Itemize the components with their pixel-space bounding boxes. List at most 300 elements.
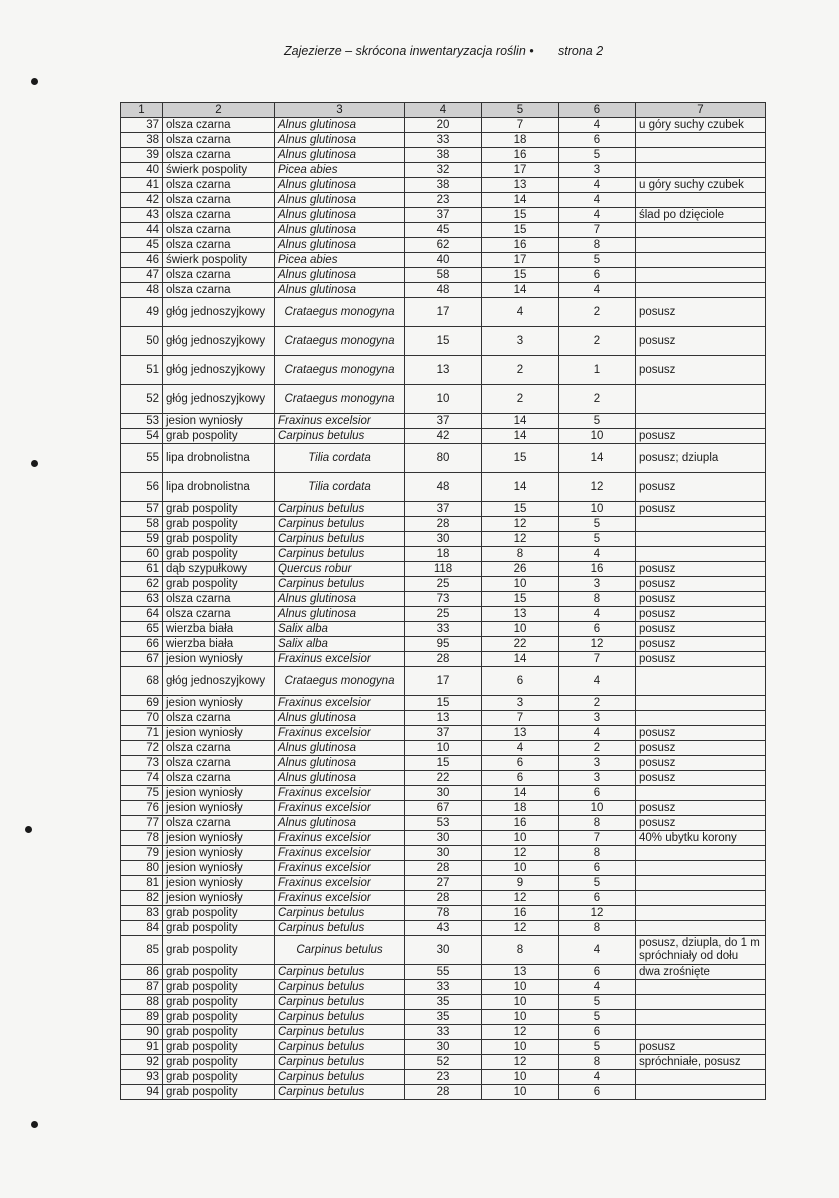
note: posusz <box>636 356 766 385</box>
crown-value: 4 <box>559 118 636 133</box>
height-value: 12 <box>482 891 559 906</box>
circumference-value: 95 <box>405 637 482 652</box>
height-value: 17 <box>482 253 559 268</box>
circumference-value: 55 <box>405 965 482 980</box>
species-name: olsza czarna <box>163 208 275 223</box>
table-row <box>121 193 766 208</box>
height-value: 10 <box>482 577 559 592</box>
species-name: wierzba biała <box>163 637 275 652</box>
height-value: 8 <box>482 936 559 965</box>
circumference-value: 28 <box>405 891 482 906</box>
circumference-value: 118 <box>405 562 482 577</box>
tree-number: 66 <box>121 637 163 652</box>
crown-value: 4 <box>559 178 636 193</box>
table-row <box>121 980 766 995</box>
note: posusz <box>636 741 766 756</box>
table-row <box>121 208 766 223</box>
species-name: głóg jednoszyjkowy <box>163 327 275 356</box>
species-name: grab pospolity <box>163 906 275 921</box>
latin-name: Carpinus betulus <box>275 1040 405 1055</box>
species-name: świerk pospolity <box>163 163 275 178</box>
table-row <box>121 1070 766 1085</box>
crown-value: 7 <box>559 223 636 238</box>
height-value: 10 <box>482 980 559 995</box>
circumference-value: 15 <box>405 327 482 356</box>
height-value: 22 <box>482 637 559 652</box>
species-name: głóg jednoszyjkowy <box>163 298 275 327</box>
tree-number: 53 <box>121 414 163 429</box>
species-name: lipa drobnolistna <box>163 473 275 502</box>
circumference-value: 53 <box>405 816 482 831</box>
species-name: olsza czarna <box>163 268 275 283</box>
circumference-value: 18 <box>405 547 482 562</box>
table-row <box>121 592 766 607</box>
species-name: grab pospolity <box>163 936 275 965</box>
circumference-value: 37 <box>405 414 482 429</box>
table-row <box>121 921 766 936</box>
height-value: 13 <box>482 726 559 741</box>
column-header: 2 <box>163 103 275 118</box>
height-value: 15 <box>482 208 559 223</box>
column-header: 3 <box>275 103 405 118</box>
latin-name: Carpinus betulus <box>275 577 405 592</box>
tree-number: 42 <box>121 193 163 208</box>
tree-number: 85 <box>121 936 163 965</box>
note <box>636 786 766 801</box>
latin-name: Alnus glutinosa <box>275 756 405 771</box>
height-value: 16 <box>482 816 559 831</box>
tree-number: 61 <box>121 562 163 577</box>
table-row <box>121 876 766 891</box>
crown-value: 3 <box>559 771 636 786</box>
crown-value: 5 <box>559 253 636 268</box>
circumference-value: 17 <box>405 298 482 327</box>
height-value: 6 <box>482 667 559 696</box>
note <box>636 921 766 936</box>
note <box>636 1010 766 1025</box>
height-value: 10 <box>482 1085 559 1100</box>
species-name: olsza czarna <box>163 223 275 238</box>
tree-number: 59 <box>121 532 163 547</box>
crown-value: 4 <box>559 667 636 696</box>
table-row <box>121 1025 766 1040</box>
species-name: jesion wyniosły <box>163 891 275 906</box>
species-name: olsza czarna <box>163 592 275 607</box>
species-name: olsza czarna <box>163 238 275 253</box>
tree-number: 70 <box>121 711 163 726</box>
latin-name: Alnus glutinosa <box>275 741 405 756</box>
circumference-value: 30 <box>405 532 482 547</box>
tree-number: 77 <box>121 816 163 831</box>
species-name: jesion wyniosły <box>163 696 275 711</box>
crown-value: 5 <box>559 1010 636 1025</box>
height-value: 13 <box>482 178 559 193</box>
note <box>636 1085 766 1100</box>
tree-number: 90 <box>121 1025 163 1040</box>
latin-name: Carpinus betulus <box>275 1070 405 1085</box>
circumference-value: 25 <box>405 607 482 622</box>
latin-name: Alnus glutinosa <box>275 178 405 193</box>
tree-number: 75 <box>121 786 163 801</box>
note: posusz <box>636 801 766 816</box>
table-row <box>121 891 766 906</box>
note <box>636 876 766 891</box>
crown-value: 3 <box>559 163 636 178</box>
tree-number: 43 <box>121 208 163 223</box>
species-name: olsza czarna <box>163 607 275 622</box>
circumference-value: 28 <box>405 1085 482 1100</box>
height-value: 12 <box>482 517 559 532</box>
note <box>636 148 766 163</box>
tree-number: 87 <box>121 980 163 995</box>
species-name: jesion wyniosły <box>163 831 275 846</box>
table-row <box>121 532 766 547</box>
crown-value: 5 <box>559 1040 636 1055</box>
crown-value: 10 <box>559 429 636 444</box>
species-name: olsza czarna <box>163 711 275 726</box>
latin-name: Salix alba <box>275 637 405 652</box>
species-name: olsza czarna <box>163 193 275 208</box>
latin-name: Salix alba <box>275 622 405 637</box>
table-row <box>121 298 766 327</box>
note <box>636 517 766 532</box>
tree-number: 80 <box>121 861 163 876</box>
tree-number: 57 <box>121 502 163 517</box>
note: posusz <box>636 771 766 786</box>
latin-name: Carpinus betulus <box>275 921 405 936</box>
table-row <box>121 133 766 148</box>
note <box>636 385 766 414</box>
tree-number: 92 <box>121 1055 163 1070</box>
height-value: 12 <box>482 532 559 547</box>
latin-name: Carpinus betulus <box>275 429 405 444</box>
crown-value: 2 <box>559 696 636 711</box>
inventory-table <box>120 102 766 1100</box>
crown-value: 6 <box>559 1085 636 1100</box>
crown-value: 6 <box>559 268 636 283</box>
species-name: grab pospolity <box>163 429 275 444</box>
latin-name: Picea abies <box>275 163 405 178</box>
table-row <box>121 502 766 517</box>
height-value: 6 <box>482 756 559 771</box>
species-name: grab pospolity <box>163 547 275 562</box>
tree-number: 48 <box>121 283 163 298</box>
table-row <box>121 846 766 861</box>
height-value: 7 <box>482 118 559 133</box>
species-name: jesion wyniosły <box>163 652 275 667</box>
tree-number: 65 <box>121 622 163 637</box>
latin-name: Alnus glutinosa <box>275 816 405 831</box>
latin-name: Crataegus monogyna <box>275 356 405 385</box>
latin-name: Fraxinus excelsior <box>275 891 405 906</box>
table-row <box>121 414 766 429</box>
height-value: 16 <box>482 148 559 163</box>
tree-number: 73 <box>121 756 163 771</box>
tree-number: 94 <box>121 1085 163 1100</box>
crown-value: 4 <box>559 208 636 223</box>
crown-value: 6 <box>559 965 636 980</box>
height-value: 16 <box>482 906 559 921</box>
species-name: olsza czarna <box>163 133 275 148</box>
height-value: 15 <box>482 502 559 517</box>
table-row <box>121 238 766 253</box>
circumference-value: 48 <box>405 473 482 502</box>
crown-value: 4 <box>559 193 636 208</box>
crown-value: 4 <box>559 547 636 562</box>
table-row <box>121 831 766 846</box>
note: posusz <box>636 607 766 622</box>
latin-name: Carpinus betulus <box>275 995 405 1010</box>
latin-name: Tilia cordata <box>275 473 405 502</box>
latin-name: Crataegus monogyna <box>275 667 405 696</box>
latin-name: Carpinus betulus <box>275 1085 405 1100</box>
circumference-value: 52 <box>405 1055 482 1070</box>
latin-name: Fraxinus excelsior <box>275 861 405 876</box>
note: posusz <box>636 816 766 831</box>
circumference-value: 28 <box>405 517 482 532</box>
height-value: 4 <box>482 741 559 756</box>
table-row <box>121 444 766 473</box>
circumference-value: 13 <box>405 711 482 726</box>
latin-name: Alnus glutinosa <box>275 592 405 607</box>
crown-value: 8 <box>559 846 636 861</box>
species-name: grab pospolity <box>163 1010 275 1025</box>
note <box>636 1070 766 1085</box>
height-value: 18 <box>482 801 559 816</box>
circumference-value: 23 <box>405 1070 482 1085</box>
circumference-value: 33 <box>405 133 482 148</box>
table-row <box>121 547 766 562</box>
height-value: 14 <box>482 429 559 444</box>
crown-value: 4 <box>559 980 636 995</box>
crown-value: 6 <box>559 133 636 148</box>
species-name: jesion wyniosły <box>163 801 275 816</box>
crown-value: 8 <box>559 592 636 607</box>
table-row <box>121 356 766 385</box>
crown-value: 10 <box>559 801 636 816</box>
page-number: strona 2 <box>558 44 604 58</box>
circumference-value: 30 <box>405 1040 482 1055</box>
note: posusz; dziupla <box>636 444 766 473</box>
tree-number: 89 <box>121 1010 163 1025</box>
circumference-value: 20 <box>405 118 482 133</box>
table-row <box>121 995 766 1010</box>
species-name: grab pospolity <box>163 995 275 1010</box>
crown-value: 5 <box>559 414 636 429</box>
height-value: 15 <box>482 223 559 238</box>
note <box>636 268 766 283</box>
species-name: grab pospolity <box>163 980 275 995</box>
height-value: 26 <box>482 562 559 577</box>
latin-name: Carpinus betulus <box>275 980 405 995</box>
tree-number: 60 <box>121 547 163 562</box>
table-row <box>121 429 766 444</box>
species-name: olsza czarna <box>163 118 275 133</box>
species-name: jesion wyniosły <box>163 876 275 891</box>
note: posusz <box>636 652 766 667</box>
tree-number: 83 <box>121 906 163 921</box>
height-value: 14 <box>482 193 559 208</box>
height-value: 12 <box>482 846 559 861</box>
tree-number: 79 <box>121 846 163 861</box>
crown-value: 6 <box>559 786 636 801</box>
species-name: głóg jednoszyjkowy <box>163 356 275 385</box>
crown-value: 14 <box>559 444 636 473</box>
species-name: olsza czarna <box>163 816 275 831</box>
table-row <box>121 163 766 178</box>
latin-name: Crataegus monogyna <box>275 298 405 327</box>
crown-value: 7 <box>559 831 636 846</box>
latin-name: Fraxinus excelsior <box>275 786 405 801</box>
latin-name: Carpinus betulus <box>275 906 405 921</box>
circumference-value: 45 <box>405 223 482 238</box>
height-value: 14 <box>482 652 559 667</box>
latin-name: Carpinus betulus <box>275 1055 405 1070</box>
crown-value: 16 <box>559 562 636 577</box>
tree-number: 74 <box>121 771 163 786</box>
note: posusz <box>636 577 766 592</box>
species-name: świerk pospolity <box>163 253 275 268</box>
height-value: 10 <box>482 861 559 876</box>
tree-number: 39 <box>121 148 163 163</box>
species-name: jesion wyniosły <box>163 414 275 429</box>
note: posusz <box>636 726 766 741</box>
crown-value: 7 <box>559 652 636 667</box>
height-value: 10 <box>482 622 559 637</box>
circumference-value: 25 <box>405 577 482 592</box>
circumference-value: 27 <box>405 876 482 891</box>
species-name: grab pospolity <box>163 965 275 980</box>
crown-value: 12 <box>559 637 636 652</box>
note <box>636 995 766 1010</box>
height-value: 12 <box>482 1055 559 1070</box>
circumference-value: 73 <box>405 592 482 607</box>
crown-value: 3 <box>559 577 636 592</box>
latin-name: Alnus glutinosa <box>275 133 405 148</box>
latin-name: Fraxinus excelsior <box>275 726 405 741</box>
table-row <box>121 711 766 726</box>
height-value: 3 <box>482 327 559 356</box>
tree-number: 52 <box>121 385 163 414</box>
height-value: 18 <box>482 133 559 148</box>
circumference-value: 62 <box>405 238 482 253</box>
note <box>636 414 766 429</box>
crown-value: 6 <box>559 891 636 906</box>
note: posusz <box>636 473 766 502</box>
table-row <box>121 667 766 696</box>
note: posusz, dziupla, do 1 m spróchniały od dołu <box>636 936 766 965</box>
crown-value: 4 <box>559 1070 636 1085</box>
latin-name: Fraxinus excelsior <box>275 414 405 429</box>
height-value: 13 <box>482 965 559 980</box>
circumference-value: 78 <box>405 906 482 921</box>
species-name: lipa drobnolistna <box>163 444 275 473</box>
height-value: 8 <box>482 547 559 562</box>
note: posusz <box>636 298 766 327</box>
height-value: 10 <box>482 1070 559 1085</box>
latin-name: Fraxinus excelsior <box>275 831 405 846</box>
height-value: 6 <box>482 771 559 786</box>
crown-value: 1 <box>559 356 636 385</box>
table-row <box>121 517 766 532</box>
species-name: grab pospolity <box>163 502 275 517</box>
circumference-value: 67 <box>405 801 482 816</box>
height-value: 16 <box>482 238 559 253</box>
tree-number: 84 <box>121 921 163 936</box>
table-row <box>121 861 766 876</box>
species-name: olsza czarna <box>163 283 275 298</box>
note <box>636 253 766 268</box>
note: dwa zrośnięte <box>636 965 766 980</box>
latin-name: Carpinus betulus <box>275 532 405 547</box>
crown-value: 4 <box>559 607 636 622</box>
circumference-value: 33 <box>405 622 482 637</box>
crown-value: 5 <box>559 876 636 891</box>
circumference-value: 80 <box>405 444 482 473</box>
height-value: 2 <box>482 356 559 385</box>
table-row <box>121 283 766 298</box>
note <box>636 1025 766 1040</box>
tree-number: 37 <box>121 118 163 133</box>
tree-number: 44 <box>121 223 163 238</box>
height-value: 9 <box>482 876 559 891</box>
latin-name: Crataegus monogyna <box>275 385 405 414</box>
table-row <box>121 178 766 193</box>
latin-name: Fraxinus excelsior <box>275 696 405 711</box>
circumference-value: 33 <box>405 1025 482 1040</box>
table-row <box>121 385 766 414</box>
latin-name: Alnus glutinosa <box>275 223 405 238</box>
crown-value: 4 <box>559 283 636 298</box>
circumference-value: 40 <box>405 253 482 268</box>
latin-name: Alnus glutinosa <box>275 208 405 223</box>
table-row <box>121 223 766 238</box>
height-value: 15 <box>482 444 559 473</box>
tree-number: 54 <box>121 429 163 444</box>
crown-value: 5 <box>559 532 636 547</box>
species-name: grab pospolity <box>163 1085 275 1100</box>
latin-name: Alnus glutinosa <box>275 771 405 786</box>
tree-number: 62 <box>121 577 163 592</box>
latin-name: Fraxinus excelsior <box>275 801 405 816</box>
crown-value: 6 <box>559 622 636 637</box>
table-row <box>121 816 766 831</box>
crown-value: 10 <box>559 502 636 517</box>
latin-name: Fraxinus excelsior <box>275 876 405 891</box>
crown-value: 3 <box>559 756 636 771</box>
species-name: olsza czarna <box>163 148 275 163</box>
table-row <box>121 327 766 356</box>
note: posusz <box>636 562 766 577</box>
crown-value: 8 <box>559 921 636 936</box>
circumference-value: 10 <box>405 741 482 756</box>
note <box>636 861 766 876</box>
latin-name: Carpinus betulus <box>275 502 405 517</box>
tree-number: 58 <box>121 517 163 532</box>
note <box>636 223 766 238</box>
note <box>636 980 766 995</box>
species-name: grab pospolity <box>163 921 275 936</box>
note: spróchniałe, posusz <box>636 1055 766 1070</box>
column-header: 1 <box>121 103 163 118</box>
crown-value: 2 <box>559 385 636 414</box>
latin-name: Alnus glutinosa <box>275 238 405 253</box>
tree-number: 63 <box>121 592 163 607</box>
table-row <box>121 1085 766 1100</box>
latin-name: Alnus glutinosa <box>275 607 405 622</box>
table-row <box>121 1040 766 1055</box>
latin-name: Carpinus betulus <box>275 547 405 562</box>
